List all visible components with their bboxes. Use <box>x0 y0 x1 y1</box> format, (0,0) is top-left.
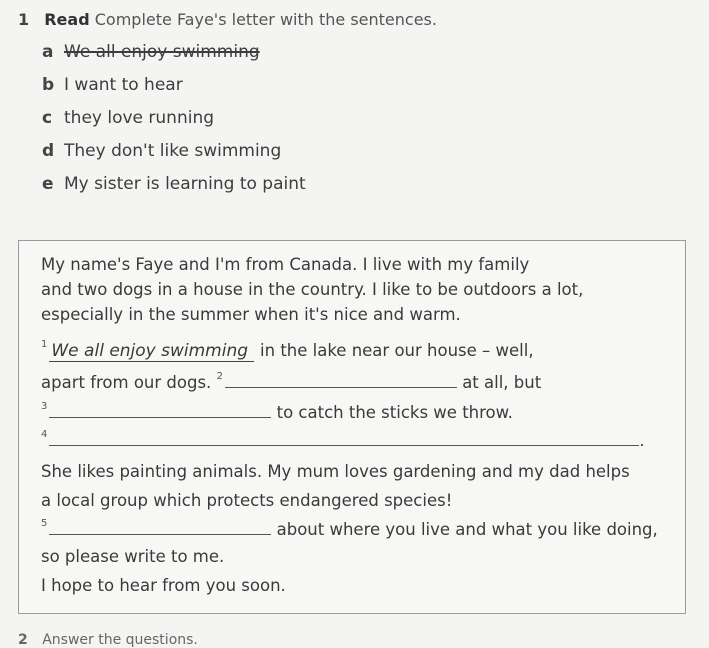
gap-number: 4 <box>41 429 48 440</box>
gap-number: 5 <box>41 518 48 529</box>
gap-number: 2 <box>216 371 223 382</box>
letter-text: to catch the sticks we throw. <box>276 403 513 422</box>
option-text: They don't like swimming <box>64 141 282 161</box>
task-1-header <box>18 10 437 29</box>
option-c <box>42 108 306 141</box>
option-letter: c <box>42 108 53 128</box>
gap-number: 1 <box>41 339 48 350</box>
letter-line: She likes painting animals. My mum loves gardening and my dad helps <box>41 462 630 481</box>
task-number: 1 <box>18 10 30 29</box>
gap-5-blank[interactable] <box>49 520 271 535</box>
letter-line: My name's Faye and I'm from Canada. I live with my family <box>41 255 530 274</box>
letter-text: about where you live and what you like doing, <box>276 520 658 539</box>
gap-1-answer[interactable]: We all enjoy swimming <box>49 341 254 362</box>
letter-text: . <box>639 431 645 450</box>
task-2-header <box>18 632 198 648</box>
letter-text: apart from our dogs. <box>41 373 212 392</box>
letter-line: I hope to hear from you soon. <box>41 576 286 595</box>
option-text: I want to hear <box>64 75 183 95</box>
option-text: My sister is learning to paint <box>64 174 306 194</box>
task-instruction: Answer the questions. <box>42 632 198 648</box>
letter-line-gap-1 <box>41 341 534 362</box>
task-verb: Read <box>44 10 90 29</box>
letter-line: a local group which protects endangered species! <box>41 491 453 510</box>
letter-line: especially in the summer when it's nice and warm. <box>41 305 461 324</box>
option-b <box>42 75 306 108</box>
option-d <box>42 141 306 174</box>
gap-3-blank[interactable] <box>49 403 271 418</box>
letter-line: so please write to me. <box>41 547 225 566</box>
letter-line-gap-3 <box>41 403 513 422</box>
gap-2-blank[interactable] <box>225 373 457 388</box>
letter-text: in the lake near our house – well, <box>260 341 534 360</box>
sentence-options <box>42 42 306 207</box>
letter-box <box>18 240 686 614</box>
letter-line-gap-4 <box>41 431 645 450</box>
option-letter: e <box>42 174 54 194</box>
option-letter: a <box>42 42 54 62</box>
letter-line-gap-2 <box>41 373 541 392</box>
letter-text: at all, but <box>462 373 542 392</box>
gap-number: 3 <box>41 401 48 412</box>
option-letter: b <box>42 75 55 95</box>
letter-line: and two dogs in a house in the country. I like to be outdoors a lot, <box>41 280 584 299</box>
option-a <box>42 42 306 75</box>
task-number: 2 <box>18 632 28 648</box>
gap-4-blank[interactable] <box>49 431 639 446</box>
letter-line-gap-5 <box>41 520 658 539</box>
option-text: We all enjoy swimming <box>64 42 260 62</box>
option-e <box>42 174 306 207</box>
option-letter: d <box>42 141 55 161</box>
task-instruction: Complete Faye's letter with the sentences. <box>94 10 437 29</box>
option-text: they love running <box>64 108 215 128</box>
